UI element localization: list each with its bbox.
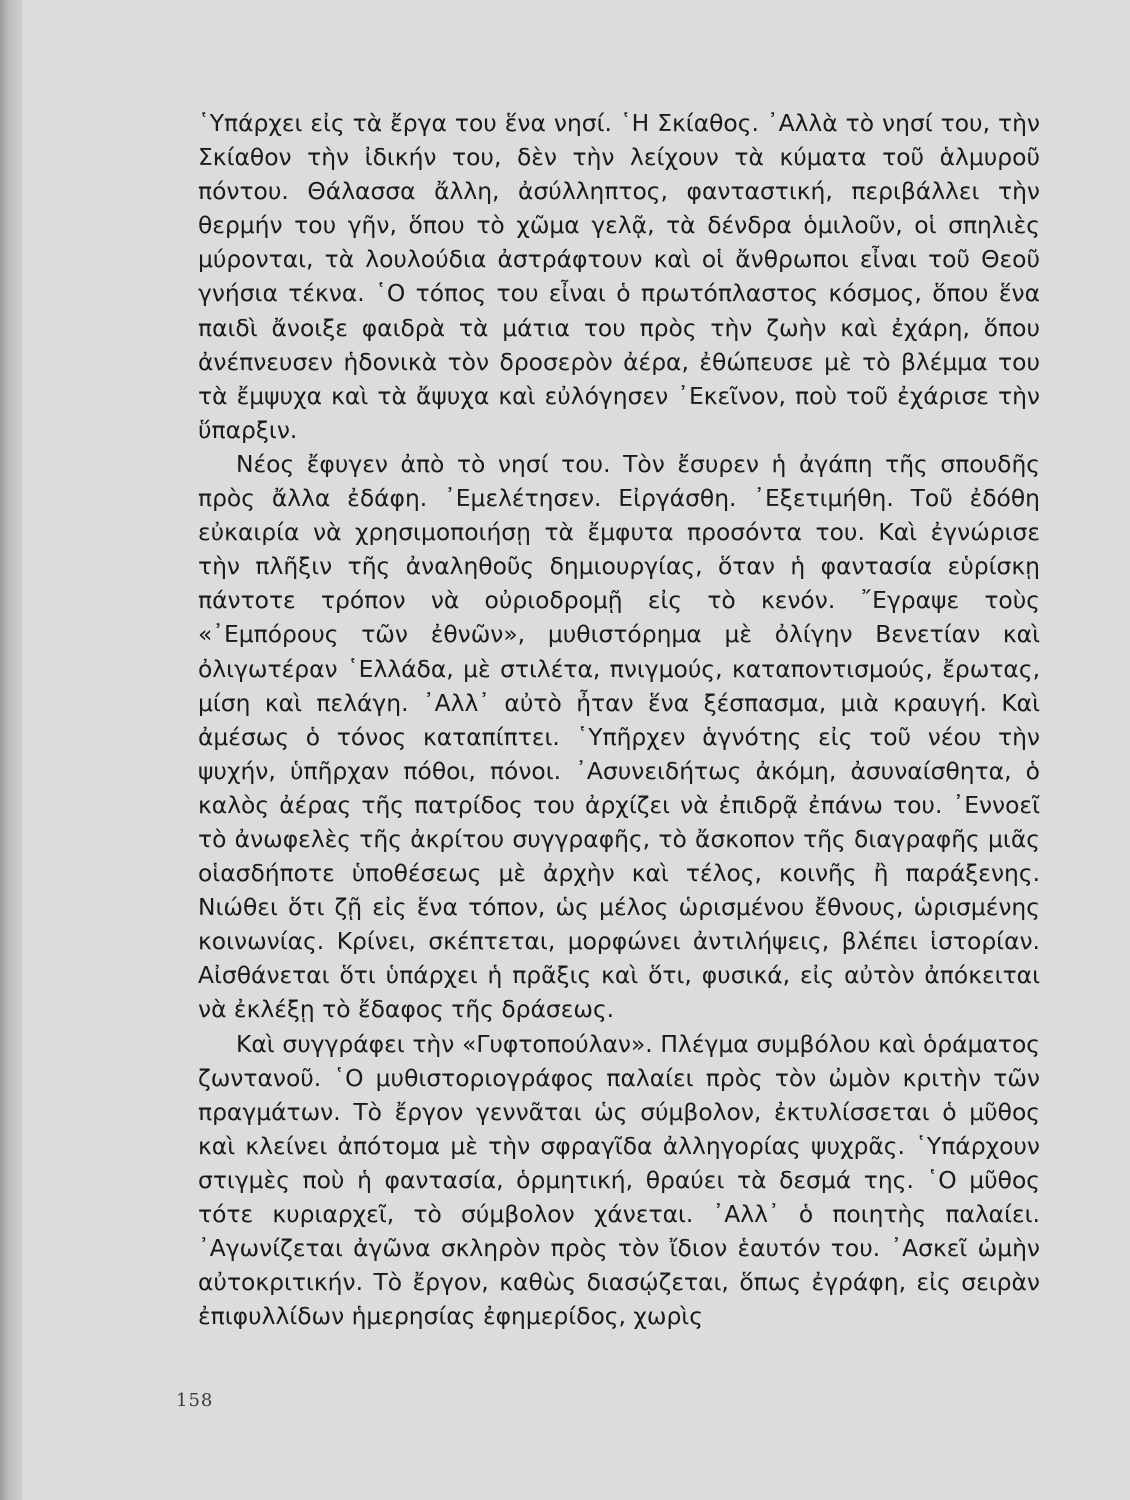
book-page-edge [0, 0, 22, 1500]
paragraph-1: ῾Υπάρχει εἰς τὰ ἔργα του ἕνα νησί. ῾Η Σκίαθος. ᾿Αλλὰ τὸ νησί του, τὴν Σκίαθον τὴν ἰδικήν του, δὲν τὴν λείχουν τὰ κύματα τοῦ ἁλμυροῦ πόντου. Θάλασσα ἄλλη, ἀσύλληπτος, φανταστική, περιβάλλει τὴν θερμήν του γῆν, ὅπου τὸ χῶμα γελᾷ, τὰ δένδρα ὁμιλοῦν, οἱ σπηλιὲς μύρονται, τὰ λουλούδια ἀστράφτουν καὶ οἱ ἄνθρωποι εἶναι τοῦ Θεοῦ γνήσια τέκνα. ῾Ο τόπος του εἶναι ὁ πρωτόπλαστος κόσμος, ὅπου ἕνα παιδὶ ἄνοιξε φαιδρὰ τὰ μάτια του πρὸς τὴν ζωὴν καὶ ἐχάρη, ὅπου ἀνέπνευσεν ἡδονικὰ τὸν δροσερὸν ἀέρα, ἐθώπευσε μὲ τὸ βλέμμα του τὰ ἔμψυχα καὶ τὰ ἄψυχα καὶ εὐλόγησεν ᾿Εκεῖνον, ποὺ τοῦ ἐχάρισε τὴν ὕπαρξιν. [198, 109, 1040, 444]
body-text [198, 106, 1040, 1333]
page-number: 158 [176, 1390, 214, 1411]
paragraph-2: Νέος ἔφυγεν ἀπὸ τὸ νησί του. Τὸν ἔσυρεν ἡ ἀγάπη τῆς σπουδῆς πρὸς ἄλλα ἐδάφη. ᾿Εμελέτησεν. Εἰργάσθη. ᾿Εξετιμήθη. Τοῦ ἐδόθη εὐκαιρία νὰ χρησιμοποιήσῃ τὰ ἔμφυτα προσόντα του. Καὶ ἐγνώρισε τὴν πλῆξιν τῆς ἀναληθοῦς δημιουργίας, ὅταν ἡ φαντασία εὑρίσκῃ πάντοτε τρόπον νὰ οὐριοδρομῇ εἰς τὸ κενόν. ῎Εγραψε τοὺς «᾿Εμπόρους τῶν ἐθνῶν», μυθιστόρημα μὲ ὀλίγην Βενετίαν καὶ ὀλιγωτέραν ῾Ελλάδα, μὲ στιλέτα, πνιγμούς, καταποντισμούς, ἔρωτας, μίση καὶ πελάγη. ᾿Αλλ᾿ αὐτὸ ἦταν ἕνα ξέσπασμα, μιὰ κραυγή. Καὶ ἀμέσως ὁ τόνος καταπίπτει. ῾Υπῆρχεν ἁγνότης εἰς τοῦ νέου τὴν ψυχήν, ὑπῆρχαν πόθοι, πόνοι. ᾿Ασυνειδήτως ἀκόμη, ἀσυναίσθητα, ὁ καλὸς ἀέρας τῆς πατρίδος του ἀρχίζει νὰ ἐπιδρᾷ ἐπάνω του. ᾿Εννοεῖ τὸ ἀνωφελὲς τῆς ἀκρίτου συγγραφῆς, τὸ ἄσκοπον τῆς διαγραφῆς μιᾶς οἱασδήποτε ὑποθέσεως μὲ ἀρχὴν καὶ τέλος, κοινῆς ἢ παράξενης. Νιώθει ὅτι ζῇ εἰς ἕνα τόπον, ὡς μέλος ὡρισμένου ἔθνους, ὡρισμένης κοινωνίας. Κρίνει, σκέπτεται, μορφώνει ἀντιλήψεις, βλέπει ἱστορίαν. Αἰσθάνεται ὅτι ὑπάρχει ἡ πρᾶξις καὶ ὅτι, φυσικά, εἰς αὐτὸν ἀπόκειται νὰ ἐκλέξῃ τὸ ἔδαφος τῆς δράσεως. [198, 449, 1040, 1024]
paragraph-3: Καὶ συγγράφει τὴν «Γυφτοπούλαν». Πλέγμα συμβόλου καὶ ὁράματος ζωντανοῦ. ῾Ο μυθιστοριογράφος παλαίει πρὸς τὸν ὠμὸν κριτὴν τῶν πραγμάτων. Τὸ ἔργον γεννᾶται ὡς σύμβολον, ἐκτυλίσσεται ὁ μῦθος καὶ κλείνει ἀπότομα μὲ τὴν σφραγῖδα ἀλληγορίας ψυχρᾶς. ῾Υπάρχουν στιγμὲς ποὺ ἡ φαντασία, ὁρμητική, θραύει τὰ δεσμά της. ῾Ο μῦθος τότε κυριαρχεῖ, τὸ σύμβολον χάνεται. ᾿Αλλ᾿ ὁ ποιητὴς παλαίει. ᾿Αγωνίζεται ἀγῶνα σκληρὸν πρὸς τὸν ἴδιον ἑαυτόν του. ᾿Ασκεῖ ὠμὴν αὐτοκριτικήν. Τὸ ἔργον, καθὼς διασῴζεται, ὅπως ἐγράφη, εἰς σειρὰν ἐπιφυλλίδων ἡμερησίας ἐφημερίδος, χωρὶς [198, 1029, 1040, 1331]
